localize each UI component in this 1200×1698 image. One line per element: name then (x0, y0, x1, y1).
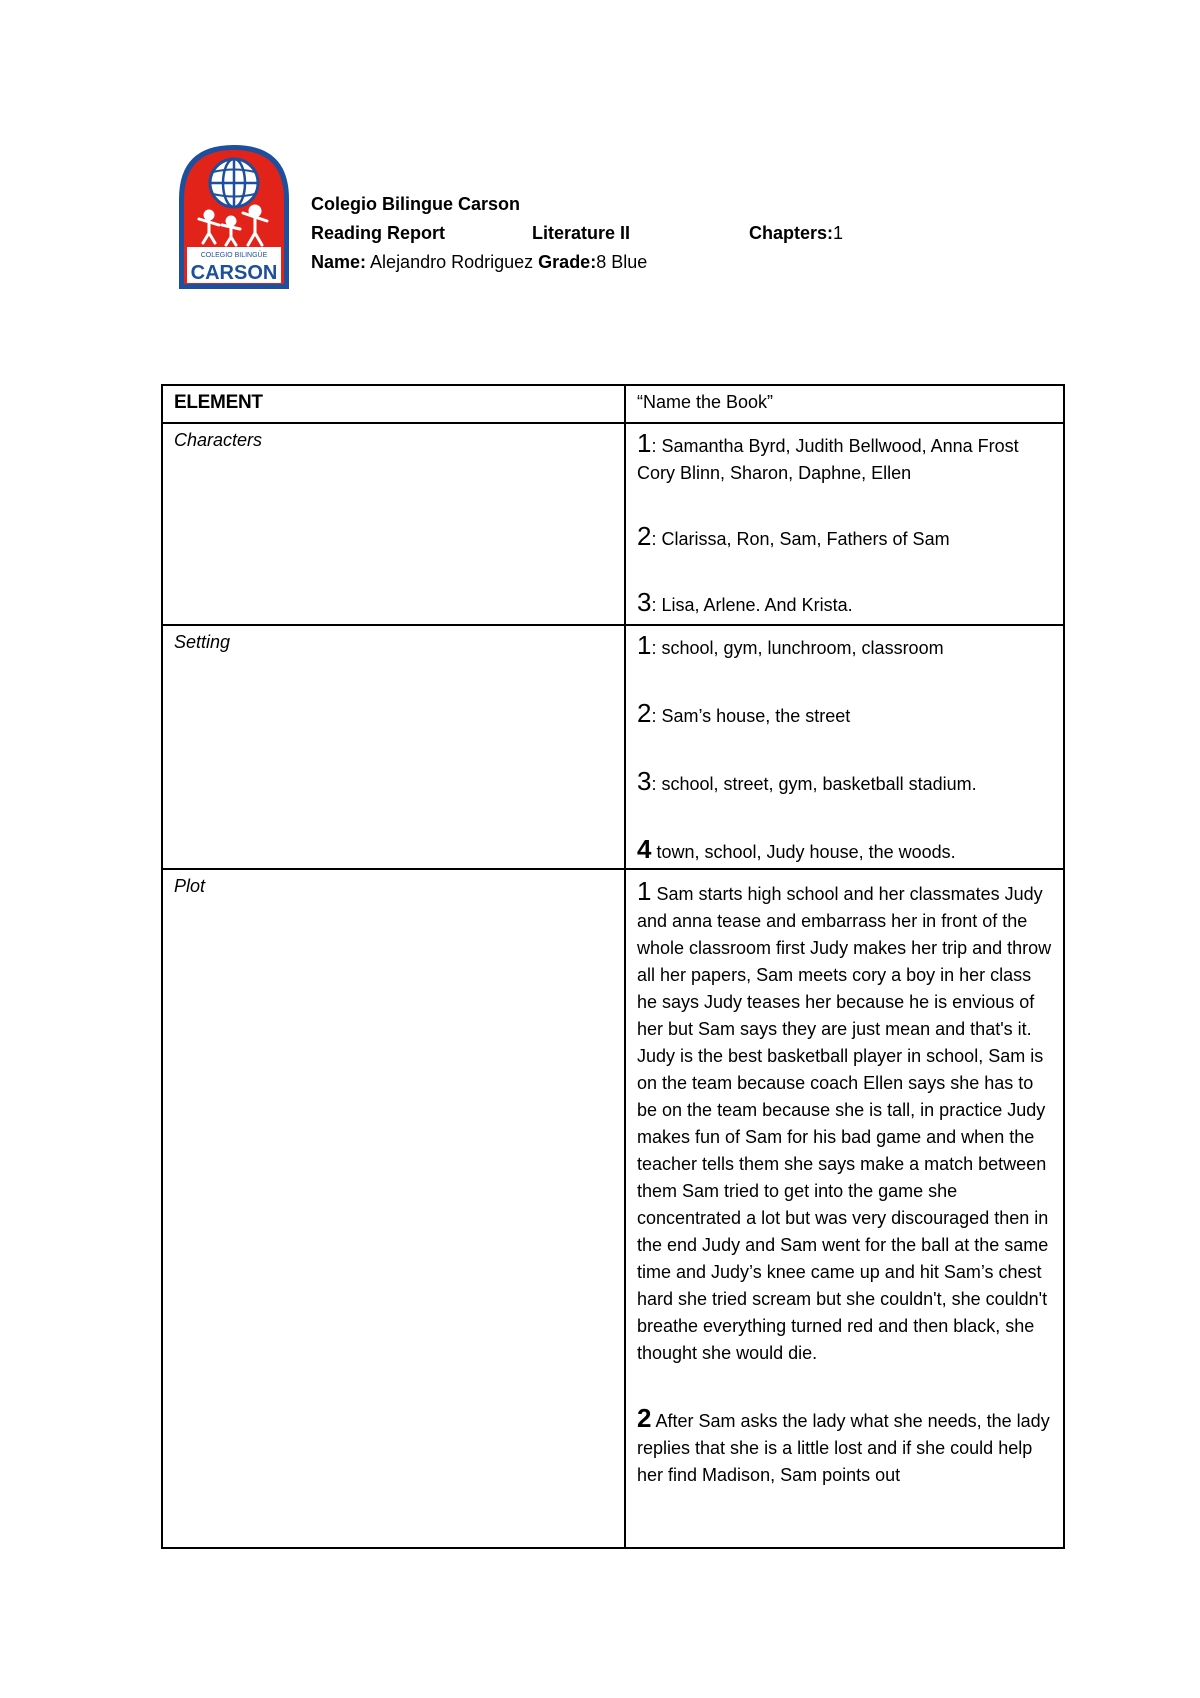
setting-entry-3 (637, 768, 1052, 798)
entry-text: : Sam’s house, the street (651, 706, 851, 726)
row-content-cell (625, 423, 1064, 625)
table-header-row (162, 385, 1064, 423)
setting-entry-2 (637, 700, 1052, 730)
row-label-cell (162, 423, 625, 625)
entry-text: After Sam asks the lady what she needs, the lady replies that she is a little lost and if she could help her find Madison, Sam points out (637, 1411, 1050, 1485)
header-element-label: ELEMENT (174, 392, 263, 413)
plot-entry-1 (637, 878, 1052, 1367)
entry-number: 3 (637, 766, 652, 796)
grade-label: Grade: (538, 252, 597, 272)
entry-text: Sam starts high school and her classmates Judy and anna tease and embarrass her in front of the whole classroom first Judy makes her trip and throw all her papers, Sam meets cory a boy in her class he says Judy teases her because he is envious of her but Sam says they are just mean and that's it. Judy is the best basketball player in school, Sam is on the team because coach Ellen says she has to be on the team because she is tall, in practice Judy makes fun of Sam for his bad game and when the teacher tells them she says make a match between them Sam tried to get into the game she concentrated a lot but was very discouraged then in the end Judy and Sam went for the ball at the same time and Judy’s knee came up and hit Sam’s chest hard she tried scream but she couldn't, she couldn't breathe everything turned red and then black, she thought she would die. (637, 884, 1052, 1363)
row-content-cell (625, 869, 1064, 1548)
entry-number: 4 (637, 834, 652, 864)
row-content-cell (625, 625, 1064, 869)
name-label: Name: (311, 252, 367, 272)
chapters-value: 1 (833, 223, 844, 243)
entry-number: 1 (637, 630, 652, 660)
entry-text: : school, gym, lunchroom, classroom (651, 638, 944, 658)
entry-text: : Lisa, Arlene. And Krista. (651, 595, 853, 615)
report-title: Reading Report (311, 223, 446, 243)
header-cell-element (162, 385, 625, 423)
entry-number: 1 (637, 876, 652, 906)
entry-number: 2 (637, 1403, 652, 1433)
logo-big-text: CARSON (190, 262, 278, 284)
chapters-label: Chapters: (749, 223, 834, 243)
table-row-plot (162, 869, 1064, 1548)
row-label-cell (162, 869, 625, 1548)
entry-text: town, school, Judy house, the woods. (651, 842, 956, 862)
entry-number: 2 (637, 698, 652, 728)
school-logo (175, 141, 293, 293)
school-name: Colegio Bilingue Carson (311, 194, 521, 214)
entry-text: : school, street, gym, basketball stadium. (651, 774, 977, 794)
plot-entry-2 (637, 1405, 1052, 1489)
table-row-setting (162, 625, 1064, 869)
characters-entry-2 (637, 523, 1052, 553)
entry-number: 2 (637, 521, 652, 551)
header-cell-book (625, 385, 1064, 423)
table-row-characters (162, 423, 1064, 625)
subject: Literature II (532, 223, 631, 243)
header-book-label: “Name the Book” (637, 392, 774, 412)
grade-value: 8 Blue (596, 252, 648, 272)
characters-entry-3 (637, 589, 1052, 619)
logo-small-text: COLEGIO BILINGÜE (200, 252, 268, 259)
row-label-plot: Plot (174, 876, 206, 896)
entry-number: 3 (637, 587, 652, 617)
row-label-cell (162, 625, 625, 869)
entry-text: : Samantha Byrd, Judith Bellwood, Anna Frost Cory Blinn, Sharon, Daphne, Ellen (637, 436, 1019, 483)
characters-entry-1 (637, 430, 1052, 487)
report-table (161, 384, 1065, 1549)
chapters (749, 219, 843, 248)
entry-number: 1 (637, 428, 652, 458)
setting-entry-4 (637, 836, 1052, 866)
entry-text: : Clarissa, Ron, Sam, Fathers of Sam (651, 529, 950, 549)
report-header (311, 190, 844, 277)
row-label-setting: Setting (174, 632, 231, 652)
setting-entry-1 (637, 632, 1052, 662)
row-label-characters: Characters (174, 430, 263, 450)
name-value: Alejandro Rodriguez (370, 252, 534, 272)
